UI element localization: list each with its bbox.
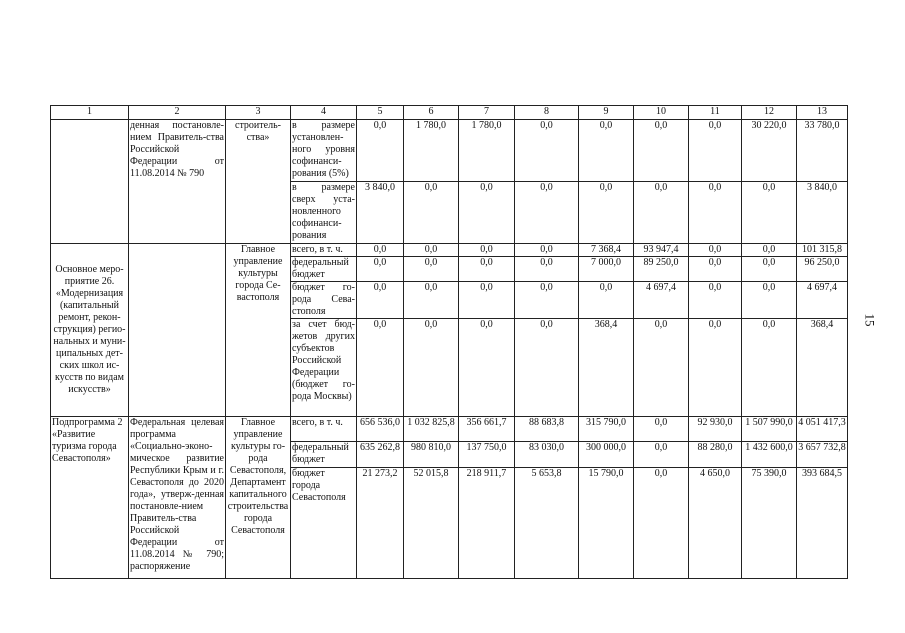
cell-value: 0,0 (689, 282, 742, 319)
cell-col2-empty (129, 244, 226, 417)
cell-value: 1 780,0 (404, 120, 459, 182)
table-row (51, 120, 848, 182)
header-cell: 6 (404, 106, 459, 120)
cell-value: 635 262,8 (357, 442, 404, 468)
cell-value: 33 780,0 (797, 120, 848, 182)
cell-value: 101 315,8 (797, 244, 848, 257)
cell-value: 1 780,0 (459, 120, 515, 182)
table-row (51, 244, 848, 257)
cell-value: 0,0 (357, 319, 404, 417)
cell-value: 315 790,0 (579, 417, 634, 442)
cell-value: 0,0 (357, 244, 404, 257)
cell-value: 0,0 (634, 442, 689, 468)
cell-value: 93 947,4 (634, 244, 689, 257)
cell-value: 0,0 (579, 182, 634, 244)
cell-value: 1 507 990,0 (742, 417, 797, 442)
cell-measure-name: Основное меро-приятие 26. «Модернизация (капитальный ремонт, рекон-струкция) регио-нальных и муни-ципальных дет-ских школ ис-кусств по видам искусств» (51, 244, 129, 417)
cell-program-document: денная постановле-нием Правитель-ства Российской Федерации от 11.08.2014 № 790 (129, 120, 226, 244)
cell-value: 21 273,2 (357, 468, 404, 579)
cell-value: 0,0 (515, 319, 579, 417)
header-cell: 12 (742, 106, 797, 120)
cell-value: 88 683,8 (515, 417, 579, 442)
cell-executor: Главное управление культуры города Се-вастополя (226, 244, 291, 417)
cell-value: 0,0 (689, 182, 742, 244)
cell-funding-source: всего, в т. ч. (291, 244, 357, 257)
cell-value: 0,0 (689, 244, 742, 257)
cell-value: 4 051 417,3 (797, 417, 848, 442)
budget-table (50, 105, 848, 579)
cell-value: 0,0 (404, 182, 459, 244)
cell-value: 0,0 (459, 257, 515, 282)
cell-value: 656 536,0 (357, 417, 404, 442)
header-cell: 3 (226, 106, 291, 120)
cell-value: 1 432 600,0 (742, 442, 797, 468)
header-cell: 8 (515, 106, 579, 120)
cell-value: 0,0 (459, 282, 515, 319)
cell-value: 96 250,0 (797, 257, 848, 282)
cell-value: 7 368,4 (579, 244, 634, 257)
cell-value: 3 840,0 (797, 182, 848, 244)
cell-value: 0,0 (404, 257, 459, 282)
cell-value: 0,0 (404, 244, 459, 257)
cell-value: 368,4 (797, 319, 848, 417)
cell-value: 4 697,4 (797, 282, 848, 319)
cell-value: 0,0 (634, 319, 689, 417)
cell-value: 89 250,0 (634, 257, 689, 282)
cell-value: 52 015,8 (404, 468, 459, 579)
cell-value: 218 911,7 (459, 468, 515, 579)
header-cell: 2 (129, 106, 226, 120)
header-cell: 7 (459, 106, 515, 120)
cell-executor: строитель-ства» (226, 120, 291, 244)
header-cell: 10 (634, 106, 689, 120)
cell-value: 980 810,0 (404, 442, 459, 468)
cell-value: 0,0 (742, 244, 797, 257)
cell-funding-source: за счет бюд-жетов других субъектов Российской Федерации (бюджет го-рода Москвы) (291, 319, 357, 417)
cell-value: 0,0 (742, 257, 797, 282)
header-cell: 5 (357, 106, 404, 120)
cell-funding-source: в размере установлен-ного уровня софинанси-рования (5%) (291, 120, 357, 182)
cell-value: 0,0 (634, 468, 689, 579)
cell-funding-source: бюджет го-рода Сева-стополя (292, 282, 355, 317)
cell-value: 0,0 (459, 319, 515, 417)
cell-value: 3 840,0 (357, 182, 404, 244)
cell-value: 0,0 (579, 120, 634, 182)
cell-value: 0,0 (634, 417, 689, 442)
cell-funding-source: федеральный бюджет (291, 442, 357, 468)
cell-value: 92 930,0 (689, 417, 742, 442)
cell-value: 0,0 (742, 182, 797, 244)
cell-value: 0,0 (515, 182, 579, 244)
cell-funding-source: бюджет города Севастополя (291, 468, 357, 579)
cell-value: 393 684,5 (797, 468, 848, 579)
cell-value: 83 030,0 (515, 442, 579, 468)
cell-value: 0,0 (459, 182, 515, 244)
cell-value: 356 661,7 (459, 417, 515, 442)
page-number: 15 (862, 313, 878, 327)
cell-value: 0,0 (515, 244, 579, 257)
cell-value: 30 220,0 (742, 120, 797, 182)
cell-value: 0,0 (515, 257, 579, 282)
cell-value: 0,0 (459, 244, 515, 257)
cell-value: 0,0 (515, 120, 579, 182)
cell-value: 4 650,0 (689, 468, 742, 579)
cell-value: 368,4 (579, 319, 634, 417)
cell-value: 0,0 (742, 319, 797, 417)
cell-value: 137 750,0 (459, 442, 515, 468)
header-cell: 11 (689, 106, 742, 120)
cell-value: 15 790,0 (579, 468, 634, 579)
cell-value: 0,0 (689, 120, 742, 182)
cell-value: 0,0 (404, 282, 459, 319)
header-row (51, 106, 848, 120)
cell-funding-source: федеральный бюджет (291, 257, 357, 282)
cell-value: 0,0 (634, 182, 689, 244)
cell-value: 75 390,0 (742, 468, 797, 579)
cell-value: 0,0 (689, 319, 742, 417)
cell-funding-source: в размере сверх уста-новленного софинанси-рования (291, 182, 357, 244)
table-row (51, 417, 848, 442)
header-cell: 13 (797, 106, 848, 120)
cell-funding-source: всего, в т. ч. (291, 417, 357, 442)
cell-value: 0,0 (742, 282, 797, 319)
cell-value: 0,0 (689, 257, 742, 282)
cell-value: 4 697,4 (634, 282, 689, 319)
cell-value: 0,0 (579, 282, 634, 319)
cell-col1-empty (51, 120, 129, 244)
cell-subprogram-name: Подпрограмма 2 «Развитие туризма города Севастополя» (51, 417, 129, 579)
cell-value: 0,0 (357, 257, 404, 282)
header-cell: 4 (291, 106, 357, 120)
cell-value: 5 653,8 (515, 468, 579, 579)
header-cell: 9 (579, 106, 634, 120)
cell-value: 88 280,0 (689, 442, 742, 468)
cell-value: 3 657 732,8 (797, 442, 848, 468)
cell-value: 0,0 (515, 282, 579, 319)
header-cell: 1 (51, 106, 129, 120)
cell-program-document: Федеральная целевая программа «Социально-эконо-мическое развитие Республики Крым и г. Севастополя до 2020 года», утверж-денная постановле-нием Правитель-ства Российской Федерации от 11.08.2014 № 790; распоряжение (129, 417, 226, 579)
cell-value: 300 000,0 (579, 442, 634, 468)
cell-value: 0,0 (357, 282, 404, 319)
cell-executor: Главное управление культуры го-рода Севастополя, Департамент капитального строительства города Севастополя (226, 417, 291, 579)
cell-value: 7 000,0 (579, 257, 634, 282)
cell-value: 1 032 825,8 (404, 417, 459, 442)
cell-value: 0,0 (634, 120, 689, 182)
cell-value: 0,0 (357, 120, 404, 182)
cell-value: 0,0 (404, 319, 459, 417)
